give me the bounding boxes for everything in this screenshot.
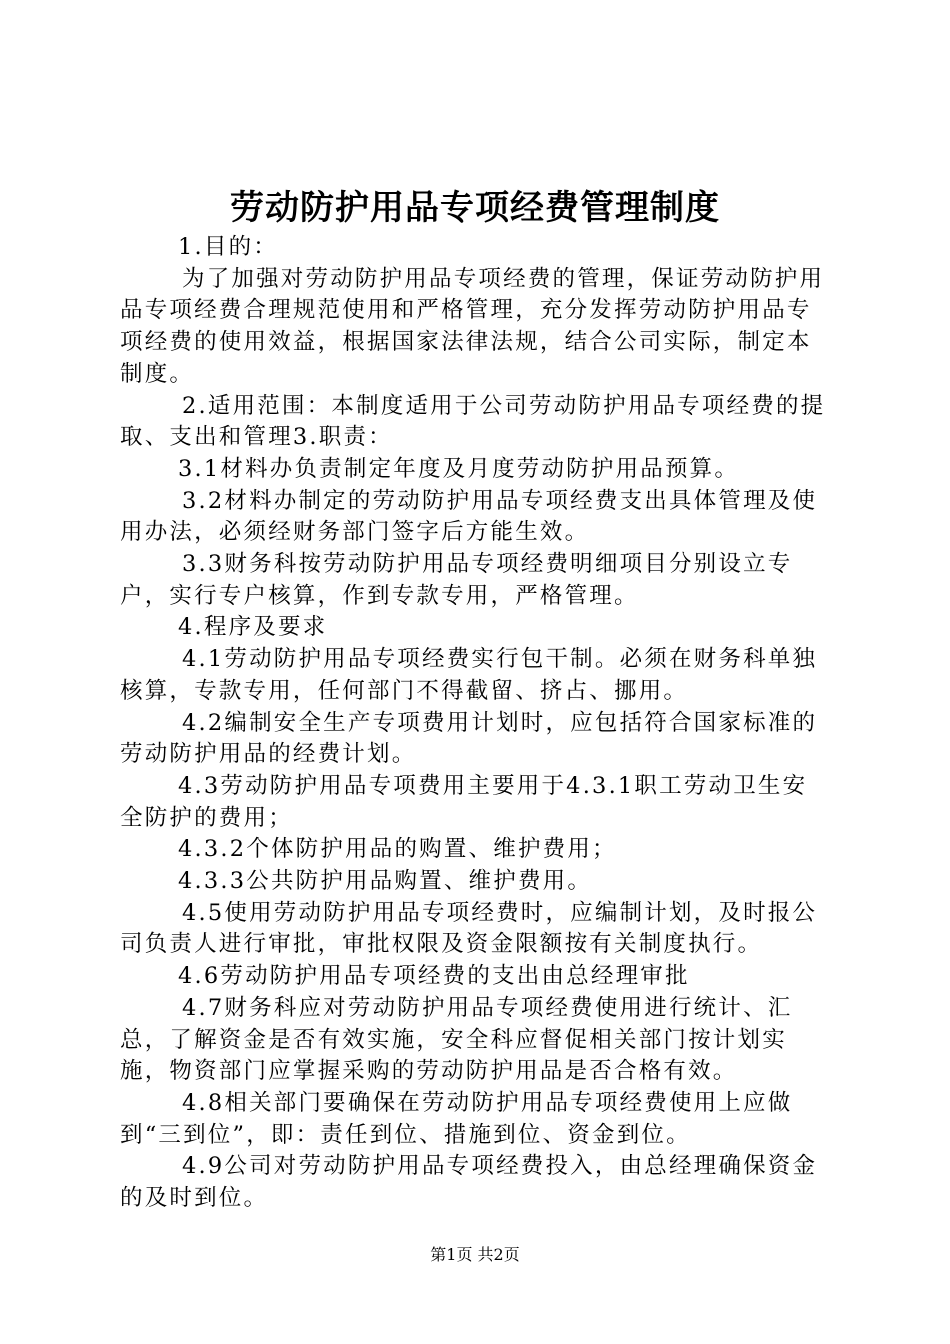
document-title: 劳动防护用品专项经费管理制度: [230, 188, 720, 228]
paragraph-4-3-3: 4.3.3公共防护用品购置、维护费用。: [178, 868, 593, 895]
paragraph-3-2: 3.2材料办制定的劳动防护用品专项经费支出具体管理及使用办法，必须经财务部门签字后方能生效。: [120, 487, 818, 546]
paragraph-4-6: 4.6劳动防护用品专项经费的支出由总经理审批: [178, 963, 690, 990]
paragraph-scope: 2.适用范围：本制度适用于公司劳动防护用品专项经费的提取、支出和管理3.职责：: [120, 392, 826, 451]
paragraph-4-3: 4.3劳动防护用品专项费用主要用于4.3.1职工劳动卫生安全防护的费用；: [120, 772, 808, 831]
paragraph-3-3: 3.3财务科按劳动防护用品专项经费明细项目分别设立专户，实行专户核算，作到专款专用，严格管理。: [120, 551, 793, 609]
paragraph-4-1: 4.1劳动防护用品专项经费实行包干制。必须在财务科单独核算，专款专用，任何部门不得截留、挤占、挪用。: [120, 646, 818, 704]
paragraph-purpose: 为了加强对劳动防护用品专项经费的管理，保证劳动防护用品专项经费合理规范使用和严格管理，充分发挥劳动防护用品专项经费的使用效益，根据国家法律法规，结合公司实际，制定本制度。: [120, 265, 825, 387]
page-number-footer: 第1页 共2页: [430, 1245, 520, 1264]
paragraph-purpose-heading: 1.目的：: [178, 234, 278, 260]
paragraph-4-7: 4.7财务科应对劳动防护用品专项经费使用进行统计、汇总，了解资金是否有效实施，安全科应督促相关部门按计划实施，物资部门应掌握采购的劳动防护用品是否合格有效。: [120, 994, 793, 1085]
paragraph-4-9: 4.9公司对劳动防护用品专项经费投入，由总经理确保资金的及时到位。: [120, 1153, 818, 1212]
paragraph-4-2: 4.2编制安全生产专项费用计划时，应包括符合国家标准的劳动防护用品的经费计划。: [120, 709, 818, 768]
paragraph-4-8: 4.8相关部门要确保在劳动防护用品专项经费使用上应做到“三到位”，即：责任到位、措施到位、资金到位。: [120, 1089, 793, 1148]
paragraph-4-3-2: 4.3.2个体防护用品的购置、维护费用；: [178, 836, 617, 863]
paragraph-procedure-heading: 4.程序及要求: [178, 614, 328, 641]
paragraph-3-1: 3.1材料办负责制定年度及月度劳动防护用品预算。: [178, 455, 740, 482]
paragraph-4-5: 4.5使用劳动防护用品专项经费时，应编制计划，及时报公司负责人进行审批，审批权限及资金限额按有关制度执行。: [120, 899, 818, 958]
document-body: [120, 232, 832, 1215]
